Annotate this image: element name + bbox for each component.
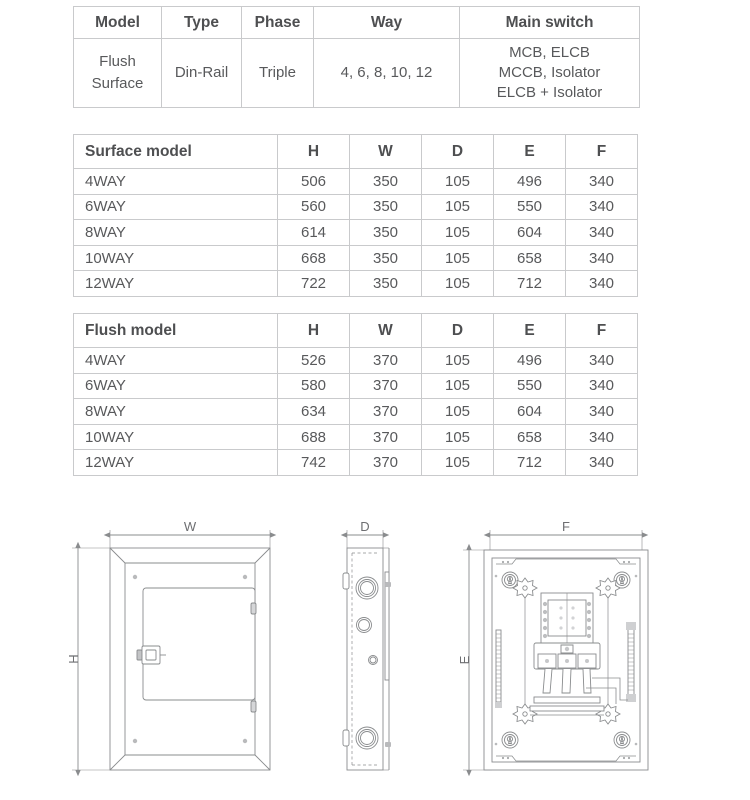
wall-fixing-icon — [635, 743, 638, 746]
row-label: 4WAY — [74, 348, 278, 374]
cell-h: 560 — [278, 194, 350, 220]
table-row — [74, 399, 638, 425]
column-header-d: D — [422, 135, 494, 169]
table-header-row — [74, 135, 638, 169]
star-standoff-icon — [513, 578, 537, 598]
hinge-icon — [343, 730, 349, 746]
cell-w: 350 — [350, 194, 422, 220]
cell-e: 604 — [494, 399, 566, 425]
front-view-drawing — [72, 530, 270, 770]
cell-model — [74, 39, 162, 108]
cell-e: 496 — [494, 348, 566, 374]
cell-main-switch — [460, 39, 640, 108]
earth-bar-left — [495, 630, 502, 708]
corner-screw-icon — [133, 739, 137, 743]
row-label: 4WAY — [74, 169, 278, 195]
wall-fixing-icon — [495, 575, 498, 578]
column-header-type: Type — [162, 7, 242, 39]
side-view-drawing — [343, 530, 391, 770]
main-switch-line-1: MCB, ELCB — [509, 44, 590, 62]
model-value-line-1: Flush — [99, 52, 136, 70]
cell-d: 105 — [422, 271, 494, 297]
cell-h: 742 — [278, 450, 350, 476]
column-header-h: H — [278, 314, 350, 348]
flange-hole-icon — [628, 757, 630, 759]
cell-f: 340 — [566, 194, 638, 220]
cell-d: 105 — [422, 450, 494, 476]
row-label: 12WAY — [74, 450, 278, 476]
cell-h: 526 — [278, 348, 350, 374]
wall-fixing-icon — [635, 575, 638, 578]
dimension-label-w: W — [183, 519, 197, 534]
row-label: 12WAY — [74, 271, 278, 297]
table-header-row — [74, 7, 640, 39]
column-header-f: F — [566, 135, 638, 169]
column-header-main-switch: Main switch — [460, 7, 640, 39]
column-header-phase: Phase — [242, 7, 314, 39]
column-header-e: E — [494, 135, 566, 169]
cell-way: 4, 6, 8, 10, 12 — [314, 39, 460, 108]
column-header-e: E — [494, 314, 566, 348]
cell-f: 340 — [566, 169, 638, 195]
table-row — [74, 220, 638, 246]
cell-e: 496 — [494, 169, 566, 195]
cell-e: 712 — [494, 450, 566, 476]
cell-w: 350 — [350, 271, 422, 297]
table-row — [74, 169, 638, 195]
row-label: 8WAY — [74, 399, 278, 425]
cell-w: 370 — [350, 399, 422, 425]
cell-h: 614 — [278, 220, 350, 246]
flange-hole-icon — [507, 757, 509, 759]
cell-d: 105 — [422, 373, 494, 399]
cell-h: 722 — [278, 271, 350, 297]
mounting-keyhole-icon — [502, 572, 518, 588]
internal-view-drawing — [463, 530, 648, 770]
model-value-line-2: Surface — [91, 75, 144, 92]
cell-h: 580 — [278, 373, 350, 399]
hinge-pin-icon — [385, 582, 391, 587]
dimension-label-f: F — [562, 519, 570, 534]
dimension-label-e: E — [457, 655, 472, 665]
cell-d: 105 — [422, 424, 494, 450]
cell-d: 105 — [422, 399, 494, 425]
table-row — [74, 39, 640, 108]
cell-h: 506 — [278, 169, 350, 195]
table-row — [74, 348, 638, 374]
dimension-label-d: D — [360, 519, 370, 534]
cable-tails — [543, 669, 591, 693]
table-row — [74, 424, 638, 450]
cell-w: 350 — [350, 169, 422, 195]
cell-d: 105 — [422, 220, 494, 246]
cell-e: 550 — [494, 194, 566, 220]
corner-screw-icon — [243, 575, 247, 579]
table-row — [74, 450, 638, 476]
row-label: 6WAY — [74, 194, 278, 220]
cell-w: 370 — [350, 348, 422, 374]
flange-hole-icon — [507, 561, 509, 563]
cell-e: 712 — [494, 271, 566, 297]
main-switch-body — [534, 643, 600, 669]
row-label: 10WAY — [74, 245, 278, 271]
star-standoff-icon — [596, 578, 620, 598]
column-header-way: Way — [314, 7, 460, 39]
busbar-assembly — [541, 593, 593, 643]
cell-f: 340 — [566, 348, 638, 374]
surface-table-title: Surface model — [74, 135, 278, 169]
cell-w: 350 — [350, 245, 422, 271]
cell-w: 370 — [350, 450, 422, 476]
hinge-icon — [343, 573, 349, 589]
hinge-icon — [251, 701, 256, 712]
cell-f: 340 — [566, 220, 638, 246]
row-label: 8WAY — [74, 220, 278, 246]
row-label: 10WAY — [74, 424, 278, 450]
table-row — [74, 245, 638, 271]
table-row — [74, 373, 638, 399]
cell-d: 105 — [422, 245, 494, 271]
column-header-w: W — [350, 314, 422, 348]
flange-hole-icon — [502, 561, 504, 563]
cell-w: 370 — [350, 373, 422, 399]
wall-fixing-icon — [495, 743, 498, 746]
corner-screw-icon — [243, 739, 247, 743]
cell-f: 340 — [566, 424, 638, 450]
cell-e: 658 — [494, 424, 566, 450]
main-switch-line-3: ELCB + Isolator — [496, 83, 603, 101]
cell-f: 340 — [566, 399, 638, 425]
table-row — [74, 271, 638, 297]
cell-f: 340 — [566, 271, 638, 297]
cell-w: 370 — [350, 424, 422, 450]
cell-e: 604 — [494, 220, 566, 246]
drawings-svg — [0, 508, 750, 800]
cell-f: 340 — [566, 373, 638, 399]
cell-d: 105 — [422, 194, 494, 220]
cell-h: 668 — [278, 245, 350, 271]
corner-screw-icon — [133, 575, 137, 579]
cell-f: 340 — [566, 450, 638, 476]
table-header-row — [74, 314, 638, 348]
row-label: 6WAY — [74, 373, 278, 399]
mounting-keyhole-icon — [614, 732, 630, 748]
flange-hole-icon — [623, 757, 625, 759]
table-row — [74, 194, 638, 220]
mounting-keyhole-icon — [502, 732, 518, 748]
cell-d: 105 — [422, 348, 494, 374]
flange-hole-icon — [502, 757, 504, 759]
surface-model-table — [73, 134, 638, 297]
overview-table — [73, 6, 640, 108]
column-header-d: D — [422, 314, 494, 348]
flush-model-table — [73, 313, 638, 476]
column-header-f: F — [566, 314, 638, 348]
door-panel — [143, 588, 255, 700]
main-switch-line-2: MCCB, Isolator — [498, 64, 601, 82]
column-header-model: Model — [74, 7, 162, 39]
flange-hole-icon — [623, 561, 625, 563]
dimension-label-h: H — [66, 654, 81, 664]
hinge-icon — [251, 603, 256, 614]
cell-d: 105 — [422, 169, 494, 195]
column-header-w: W — [350, 135, 422, 169]
flange-hole-icon — [628, 561, 630, 563]
column-header-h: H — [278, 135, 350, 169]
flush-table-title: Flush model — [74, 314, 278, 348]
hinge-pin-icon — [385, 742, 391, 747]
cell-h: 688 — [278, 424, 350, 450]
cell-e: 658 — [494, 245, 566, 271]
cell-f: 340 — [566, 245, 638, 271]
cell-phase: Triple — [242, 39, 314, 108]
cell-w: 350 — [350, 220, 422, 246]
technical-drawings — [0, 508, 750, 800]
cell-e: 550 — [494, 373, 566, 399]
cell-h: 634 — [278, 399, 350, 425]
cell-type: Din-Rail — [162, 39, 242, 108]
